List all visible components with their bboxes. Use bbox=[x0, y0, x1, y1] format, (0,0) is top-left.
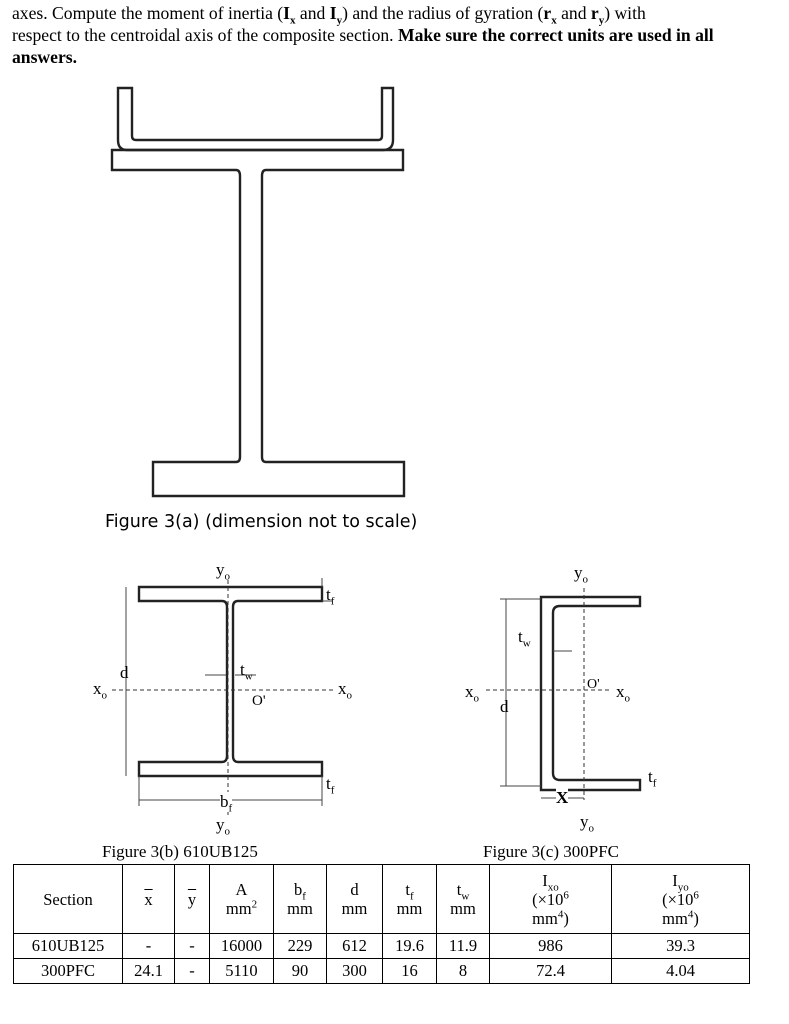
header-ixo-unit-3: ) bbox=[563, 908, 569, 928]
ub-y-top-letter: y bbox=[216, 560, 225, 579]
cell-tw: 8 bbox=[437, 959, 490, 984]
pfc-x-right-label bbox=[616, 682, 630, 705]
pfc-y-bottom-letter: y bbox=[580, 812, 589, 831]
cell-area: 16000 bbox=[210, 934, 274, 959]
ub-tw-letter: t bbox=[240, 660, 245, 679]
ix-symbol: I bbox=[283, 3, 291, 23]
header-iyo-sub: yo bbox=[677, 880, 689, 893]
pfc-tf-sub: f bbox=[652, 777, 657, 790]
header-tf-unit: mm bbox=[396, 899, 423, 918]
cell-section: 300PFC bbox=[14, 959, 123, 984]
header-tw bbox=[437, 865, 490, 934]
header-ixo-unit-1-text: (×10 bbox=[532, 889, 564, 909]
header-tw-letter: t bbox=[456, 880, 462, 899]
ub-y-top-label bbox=[216, 560, 230, 583]
header-tf-letter: t bbox=[405, 880, 410, 899]
ub-x-left-label bbox=[93, 679, 107, 702]
header-xbar-symbol: x bbox=[144, 889, 153, 909]
ub-bf-letter: b bbox=[220, 792, 229, 811]
pfc-d-label: d bbox=[500, 697, 509, 716]
header-tw-unit: mm bbox=[450, 899, 476, 918]
header-area-unit-text: mm bbox=[225, 899, 252, 918]
header-tf bbox=[383, 865, 437, 934]
pfc-y-top-sub: o bbox=[582, 573, 588, 586]
ub-x-left-sub: o bbox=[101, 689, 107, 702]
cell-ixo: 72.4 bbox=[490, 959, 612, 984]
ub-section-figure bbox=[112, 578, 335, 816]
pfc-x-left-sub: o bbox=[473, 692, 479, 705]
ub-x-left-letter: x bbox=[93, 679, 102, 698]
header-iyo-unit-1-sup: 6 bbox=[693, 889, 699, 901]
pfc-x-right-letter: x bbox=[616, 682, 625, 701]
rx-symbol: r bbox=[543, 3, 552, 23]
table-header-row bbox=[14, 865, 750, 934]
header-bf bbox=[274, 865, 327, 934]
cell-tf: 16 bbox=[383, 959, 437, 984]
header-ixo-symbol bbox=[490, 870, 611, 893]
header-bf-sub: f bbox=[302, 890, 306, 903]
header-ixo-unit-1 bbox=[490, 890, 611, 909]
header-iyo bbox=[612, 865, 750, 934]
ry-symbol: r bbox=[590, 3, 599, 23]
ub-bf-label bbox=[220, 792, 233, 815]
channel-outline bbox=[118, 88, 393, 150]
figure-3c-caption: Figure 3(c) 300PFC bbox=[483, 842, 619, 861]
pfc-x-left-label bbox=[465, 682, 479, 705]
cell-bf: 229 bbox=[274, 934, 327, 959]
ub-tf-bottom-letter: t bbox=[326, 774, 331, 793]
table-row bbox=[14, 959, 750, 984]
figure-3a-caption: Figure 3(a) (dimension not to scale) bbox=[105, 512, 418, 532]
cell-tf: 19.6 bbox=[383, 934, 437, 959]
ub-tw-label bbox=[240, 660, 253, 683]
header-ybar bbox=[175, 865, 210, 934]
ub-tw-sub: w bbox=[244, 670, 253, 683]
header-ixo-letter: I bbox=[542, 870, 548, 890]
cell-ybar: - bbox=[175, 959, 210, 984]
ub-tf-top-label bbox=[326, 585, 335, 608]
pfc-y-top-label bbox=[574, 563, 588, 586]
problem-text-1b: ) and the radius of gyration ( bbox=[342, 3, 544, 23]
header-area bbox=[210, 865, 274, 934]
cell-bf: 90 bbox=[274, 959, 327, 984]
header-ixo-unit-2-text: mm bbox=[532, 908, 558, 928]
header-area-symbol: A bbox=[235, 880, 248, 899]
header-iyo-unit-1-text: (×10 bbox=[662, 889, 694, 909]
ub-y-top-sub: o bbox=[224, 570, 230, 583]
header-iyo-letter: I bbox=[672, 870, 678, 890]
i-beam-outline bbox=[112, 150, 404, 496]
header-area-unit-sup: 2 bbox=[251, 898, 258, 911]
pfc-x-right-sub: o bbox=[624, 692, 630, 705]
rx-sub: x bbox=[551, 14, 557, 27]
header-ixo-unit-1-sup: 6 bbox=[563, 889, 569, 901]
header-tw-sub: w bbox=[461, 890, 470, 903]
table-row bbox=[14, 934, 750, 959]
pfc-tw-label bbox=[518, 627, 531, 650]
iy-sub: y bbox=[336, 14, 343, 27]
and-1: and bbox=[295, 3, 330, 23]
header-bf-symbol bbox=[274, 880, 326, 903]
header-section: Section bbox=[14, 865, 123, 934]
ub-x-right-sub: o bbox=[346, 689, 352, 702]
ub-x-right-letter: x bbox=[338, 679, 347, 698]
header-tf-sub: f bbox=[409, 890, 414, 903]
composite-section-figure bbox=[112, 88, 404, 496]
header-iyo-symbol bbox=[612, 870, 749, 893]
figure-3b-caption: Figure 3(b) 610UB125 bbox=[102, 842, 258, 861]
ub-tf-bottom-sub: f bbox=[330, 784, 335, 797]
header-bf-unit: mm bbox=[287, 899, 313, 918]
cell-section: 610UB125 bbox=[14, 934, 123, 959]
ub-x-right-label bbox=[338, 679, 352, 702]
cell-tw: 11.9 bbox=[437, 934, 490, 959]
cell-d: 612 bbox=[327, 934, 383, 959]
header-iyo-unit-2 bbox=[612, 909, 749, 928]
header-d-symbol: d bbox=[350, 880, 359, 899]
cell-iyo: 39.3 bbox=[612, 934, 750, 959]
problem-text-1a: axes. Compute the moment of inertia ( bbox=[12, 3, 284, 23]
pfc-tw-sub: w bbox=[522, 637, 531, 650]
cell-ybar: - bbox=[175, 934, 210, 959]
pfc-y-bottom-sub: o bbox=[588, 822, 594, 835]
header-ixo-sub: xo bbox=[547, 880, 559, 893]
header-iyo-unit-1 bbox=[612, 890, 749, 909]
header-xbar bbox=[123, 865, 175, 934]
ub-centroid-label: O' bbox=[252, 693, 266, 709]
ub-tf-bottom-label bbox=[326, 774, 335, 797]
pfc-xbar-label: X bbox=[556, 788, 569, 807]
header-tf-symbol bbox=[383, 880, 436, 903]
pfc-x-left-letter: x bbox=[465, 682, 474, 701]
ub-d-label: d bbox=[120, 663, 129, 682]
and-2: and bbox=[556, 3, 591, 23]
header-ixo bbox=[490, 865, 612, 934]
pfc-tf-label bbox=[648, 767, 657, 790]
header-tw-symbol bbox=[437, 880, 489, 903]
header-iyo-unit-2-sup: 4 bbox=[687, 908, 694, 920]
cell-d: 300 bbox=[327, 959, 383, 984]
ub-tf-top-sub: f bbox=[330, 595, 335, 608]
ix-sub: x bbox=[290, 14, 296, 27]
pfc-tw-letter: t bbox=[518, 627, 523, 646]
cell-xbar: - bbox=[123, 934, 175, 959]
pfc-y-top-letter: y bbox=[574, 563, 583, 582]
pfc-centroid-label: O' bbox=[587, 677, 600, 692]
cell-xbar: 24.1 bbox=[123, 959, 175, 984]
header-ixo-unit-2 bbox=[490, 909, 611, 928]
ub-bf-sub: f bbox=[228, 802, 233, 815]
header-ixo-unit-2-sup: 4 bbox=[557, 908, 564, 920]
header-ybar-symbol: y bbox=[187, 889, 197, 909]
header-d bbox=[327, 865, 383, 934]
header-d-unit: mm bbox=[341, 899, 368, 918]
problem-text-2a: respect to the centroidal axis of the composite section. bbox=[12, 25, 398, 45]
ub-y-bottom-label bbox=[216, 815, 230, 838]
ub-tf-top-letter: t bbox=[326, 585, 331, 604]
ry-sub: y bbox=[598, 14, 605, 27]
section-properties-table bbox=[13, 864, 750, 984]
cell-ixo: 986 bbox=[490, 934, 612, 959]
problem-text-1c: ) with bbox=[604, 3, 646, 23]
ub-y-bottom-sub: o bbox=[224, 825, 230, 838]
header-bf-letter: b bbox=[294, 880, 303, 899]
ub-outline bbox=[139, 587, 322, 776]
problem-bold-note: Make sure the correct units are used in all answers. bbox=[12, 25, 714, 67]
iy-symbol: I bbox=[329, 3, 337, 23]
header-iyo-unit-2-text: mm bbox=[662, 908, 688, 928]
header-iyo-unit-3: ) bbox=[693, 908, 699, 928]
header-area-unit bbox=[210, 899, 273, 918]
ub-y-bottom-letter: y bbox=[216, 815, 225, 834]
cell-area: 5110 bbox=[210, 959, 274, 984]
pfc-tf-letter: t bbox=[648, 767, 653, 786]
cell-iyo: 4.04 bbox=[612, 959, 750, 984]
pfc-y-bottom-label bbox=[580, 812, 594, 835]
